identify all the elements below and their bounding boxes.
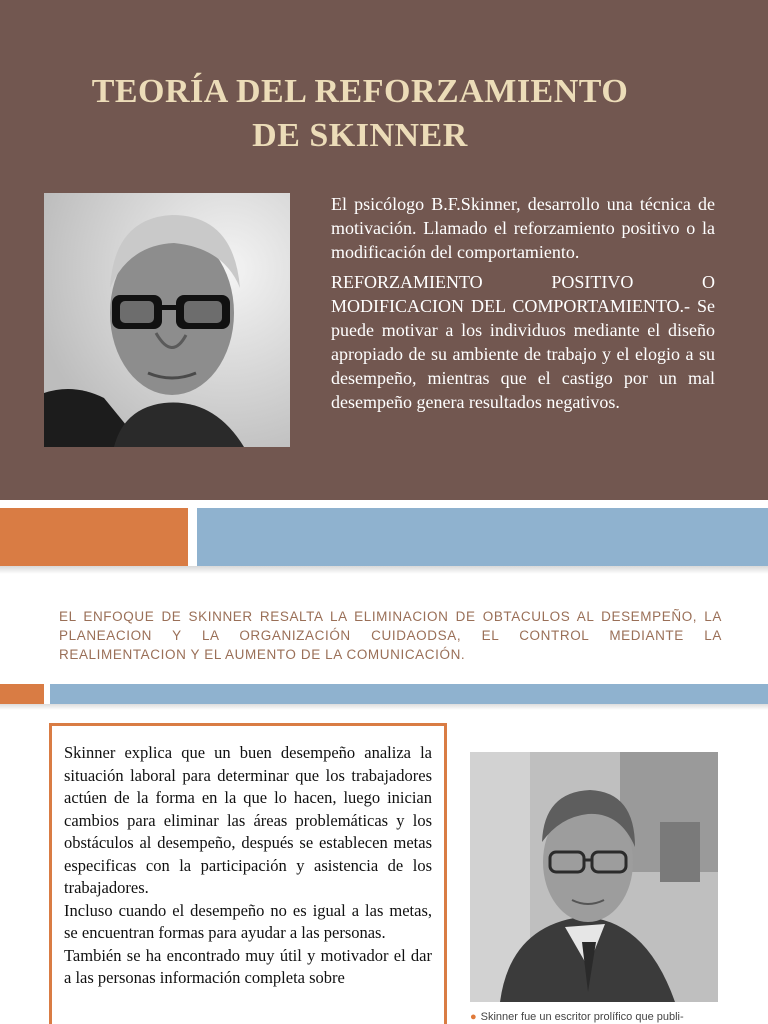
intro-paragraph-1: El psicólogo B.F.Skinner, desarrollo una técnica de motivación. Llamado el reforzamiento positivo o la modificación del comportamiento. bbox=[331, 194, 715, 262]
textbox-paragraph-3: También se ha encontrado muy útil y motivador el dar a las personas información completa sobre bbox=[64, 945, 432, 987]
divider-shadow bbox=[0, 566, 768, 574]
intro-text bbox=[331, 192, 715, 420]
skinner-office-photo bbox=[470, 752, 718, 1002]
textbox-paragraph-1: Skinner explica que un buen desempeño analiza la situación laboral para determinar que los trabajadores actúen de la forma en la que lo hacen, luego inician cambios para eliminar las áreas problemáticas y los obstáculos al desempeño, después se establecen metas especificas con la participación y asistencia de los trabajadores. bbox=[64, 743, 432, 897]
caption-text: Skinner fue un escritor prolífico que publi- bbox=[480, 1011, 684, 1023]
skinner-portrait-photo bbox=[44, 193, 290, 447]
summary-text: EL ENFOQUE DE SKINNER RESALTA LA ELIMINACION DE OBTACULOS AL DESEMPEÑO, LA PLANEACION Y LA ORGANIZACIÓN CUIDAODSA, EL CONTROL MEDIANTE LA REALIMENTACION Y EL AUMENTO DE LA COMUNICACIÓN. bbox=[59, 609, 722, 662]
accent-bar-orange-small bbox=[0, 684, 44, 704]
intro-paragraph-2: REFORZAMIENTO POSITIVO O MODIFICACION DEL COMPORTAMIENTO.- Se puede motivar a los individuos mediante el diseño apropiado de su ambiente de trabajo y el elogio a su desempeño, mientras que el castigo por un mal desempeño genera resultados negativos. bbox=[331, 272, 715, 412]
accent-bar-orange bbox=[0, 508, 188, 566]
textbox-paragraph-2: Incluso cuando el desempeño no es igual a las metas, se encuentran formas para ayudar a las personas. bbox=[64, 900, 432, 942]
title-line-2: DE SKINNER bbox=[252, 117, 468, 154]
page-title bbox=[40, 70, 680, 158]
photo-caption bbox=[470, 1010, 730, 1024]
divider-shadow-2 bbox=[0, 704, 768, 710]
explanation-textbox bbox=[49, 723, 447, 1024]
accent-bar-blue-long bbox=[50, 684, 768, 704]
title-line-1: TEORÍA DEL REFORZAMIENTO bbox=[91, 73, 629, 110]
bullet-icon: ● bbox=[470, 1011, 477, 1023]
header-panel bbox=[0, 0, 768, 500]
accent-bar-blue bbox=[197, 508, 768, 566]
